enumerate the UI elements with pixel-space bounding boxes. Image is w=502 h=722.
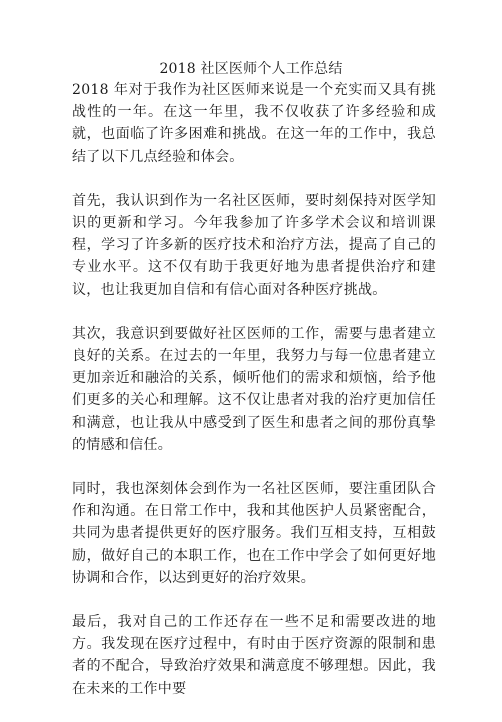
paragraph-third: 同时，我也深刻体会到作为一名社区医师，要注重团队合作和沟通。在日常工作中，我和其他医护人员紧密配合，共同为患者提供更好的医疗服务。我们互相支持，互相鼓励，做好自己的本职工作，也在工作中学会了如何更好地协调和合作，以达到更好的治疗效果。	[72, 481, 436, 586]
paragraph-second: 其次，我意识到要做好社区医师的工作，需要与患者建立良好的关系。在过去的一年里，我努力与每一位患者建立更加亲近和融洽的关系，倾听他们的需求和烦恼，给予他们更多的关心和理解。这不仅让患者对我的治疗更加信任和满意，也让我从中感受到了医生和患者之间的那份真挚的情感和信任。	[72, 325, 436, 453]
paragraph-first: 首先，我认识到作为一名社区医师，要时刻保持对医学知识的更新和学习。今年我参加了许多学术会议和培训课程，学习了许多新的医疗技术和治疗方法，提高了自己的专业水平。这不仅有助于我更好地为患者提供治疗和建议，也让我更加自信和有信心面对各种医疗挑战。	[72, 192, 436, 298]
document-title: 2018 社区医师个人工作总结	[159, 61, 343, 77]
paragraph-final: 最后，我对自己的工作还存在一些不足和需要改进的地方。我发现在医疗过程中，有时由于医疗资源的限制和患者的不配合，导致治疗效果和满意度不够理想。因此，我在未来的工作中要	[72, 614, 436, 697]
paragraph-intro: 2018 年对于我作为社区医师来说是一个充实而又具有挑战性的一年。在这一年里，我不仅收获了许多经验和成就，也面临了许多困难和挑战。在这一年的工作中，我总结了以下几点经验和体会。	[72, 82, 436, 165]
document-body	[72, 79, 436, 722]
